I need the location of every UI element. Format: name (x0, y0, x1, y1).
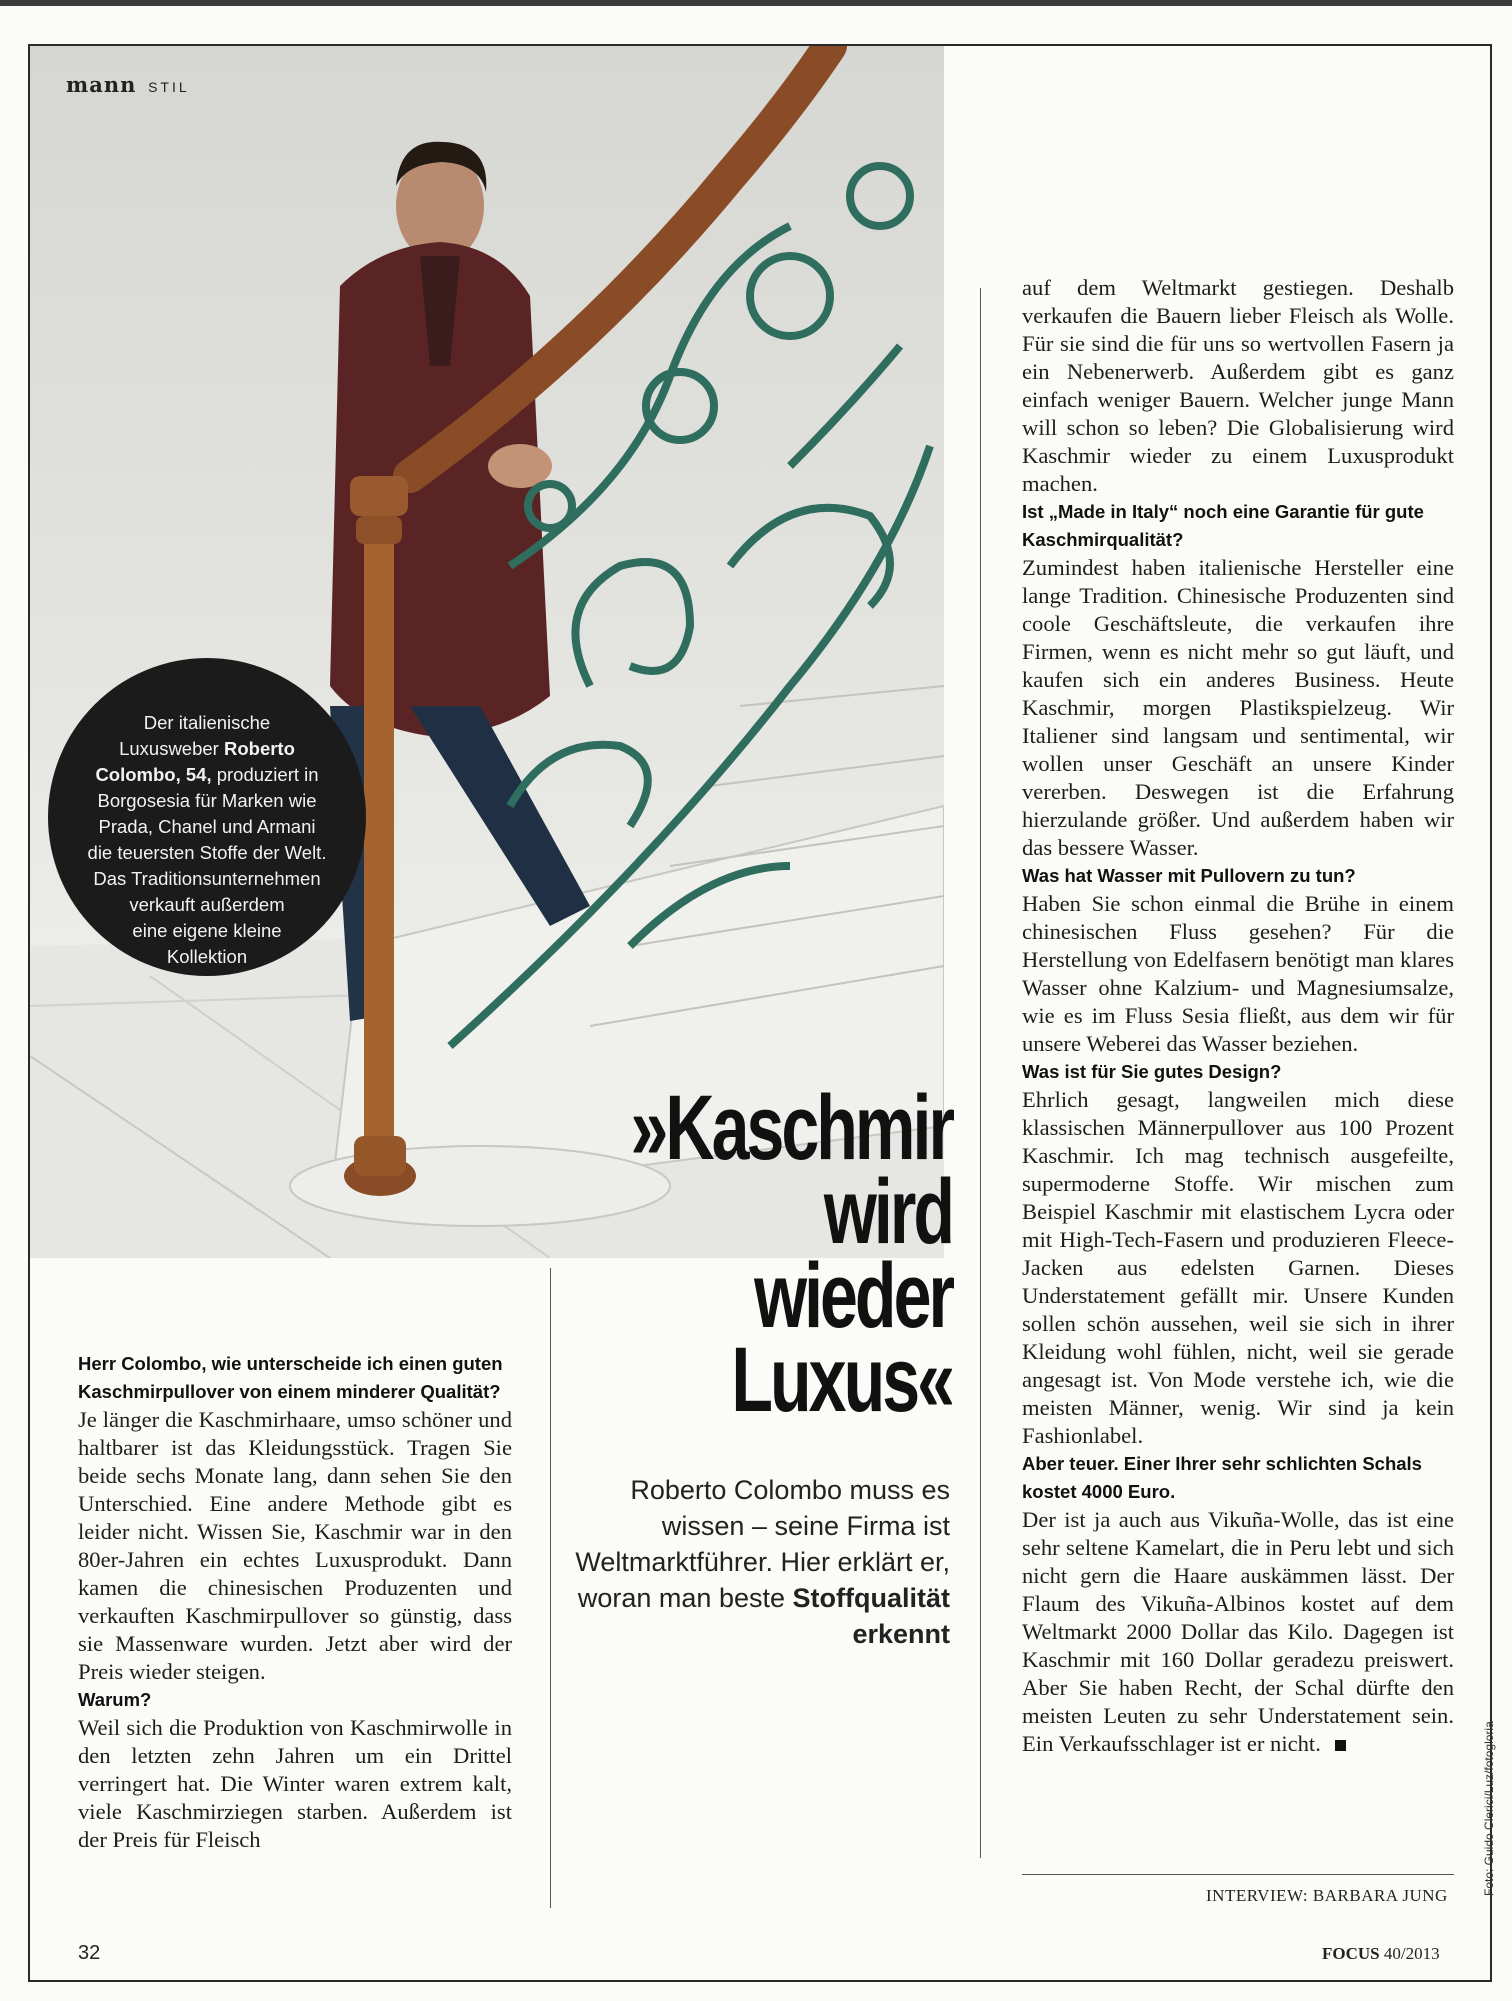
headline-line-4: Luxus« (731, 1329, 952, 1431)
interview-question: Ist „Made in Italy“ noch eine Garantie für gute Kaschmirqualität? (1022, 501, 1424, 550)
interview-answer: Der ist ja auch aus Vikuña-Wolle, das ist eine sehr seltene Kamelart, die in Peru lebt und sich nicht gern die Haare auskämmen lässt. Der Flaum des Vikuña-Albinos kostet auf dem Weltmarkt 2000 Dollar das Kilo. Dagegen ist Kaschmir mit 160 Dollar geradezu preiswert. Aber Sie haben Recht, der Schal dürfte den meisten Leuten zu sehr Understatement sein. Ein Verkaufsschlager ist er nicht. (1022, 1507, 1454, 1756)
interview-answer: Zumindest haben italienische Hersteller eine lange Tradition. Chinesische Produzenten sind coole Geschäftsleute, die verkaufen ihre Firmen, wenn es nicht mehr so gut läuft, und kaufen sich ein anderes Business. Heute Kaschmir, morgen Plastikspielzeug. Wir Italiener sind langsam und sentimental, wir wollen unser Geschäft an unsere Kinder vererben. Deswegen ist die Erfahrung hierzulande größer. Und außerdem haben wir das bessere Wasser. (1022, 555, 1454, 860)
magazine-name: FOCUS (1322, 1944, 1380, 1963)
article-column-1 (78, 1350, 512, 1854)
credit-rule (1022, 1874, 1454, 1875)
caption-line: Der italienische (143, 712, 271, 733)
interview-question: Herr Colombo, wie unterscheide ich einen guten Kaschmirpullover von einem minderer Qualität? (78, 1353, 503, 1402)
caption-line: Prada, Chanel und Armani (98, 816, 316, 837)
headline-line-2: wird (823, 1161, 952, 1263)
interview-answer: Haben Sie schon einmal die Brühe in einem chinesischen Fluss gesehen? Für die Herstellung von Edelfasern benötigt man klares Wasser ohne Kalzium- und Magnesiumsalze, wie es im Fluss Sesia fließt, aus dem wir für unsere Weberei das Wasser beziehen. (1022, 891, 1454, 1056)
column-rule (980, 288, 981, 1858)
caption-line: Colombo, 54, produziert in (95, 764, 319, 785)
photo-credit: Foto: Guido Clerici/Luz/fotogloria (1482, 1721, 1496, 1896)
issue-number: 40/2013 (1383, 1944, 1440, 1963)
interview-answer: Weil sich die Produktion von Kaschmirwolle in den letzten zehn Jahren um ein Drittel verringert hat. Die Winter waren extrem kalt, viele Kaschmirziegen starben. Außerdem ist der Preis für Fleisch (78, 1715, 512, 1852)
interview-question: Aber teuer. Einer Ihrer sehr schlichten Schals kostet 4000 Euro. (1022, 1453, 1422, 1502)
caption-line: die teuersten Stoffe der Welt. (87, 842, 327, 863)
deck (570, 1472, 950, 1652)
caption-line: Das Traditionsunternehmen (93, 868, 321, 889)
caption-line: Luxusweber Roberto (119, 738, 295, 759)
section-label (66, 72, 190, 97)
deck-text: Roberto Colombo muss es wissen – seine Firma ist Weltmarktführer. Hier erklärt er, woran man beste (575, 1475, 950, 1613)
section-stil: STIL (148, 79, 190, 95)
interview-answer: Je länger die Kaschmirhaare, umso schöner und haltbarer ist das Kleidungsstück. Tragen Sie beide sechs Monate lang, dann sehen Sie den Unterschied. Eine andere Methode gibt es leider nicht. Wissen Sie, Kaschmir war in den 80er-Jahren ein echtes Luxusprodukt. Dann kamen die chinesischen Produzenten und verkauften Kaschmirpullover so günstig, dass sie Massenware wurden. Jetzt aber wird der Preis wieder steigen. (78, 1407, 512, 1684)
headline-line-3: wieder (754, 1245, 952, 1347)
caption-line: Borgosesia für Marken wie (97, 790, 317, 811)
interview-credit: INTERVIEW: BARBARA JUNG (1206, 1886, 1448, 1905)
issue-label (1322, 1944, 1440, 1964)
interview-answer: Ehrlich gesagt, langweilen mich diese klassischen Männerpullover aus 100 Prozent Kaschmir. Ich mag technisch ausgefeilte, supermoderne Stoffe. Wir mischen zum Beispiel Kaschmir mit elastischem Lycra oder mit High-Tech-Fasern und produzieren Fleece-Jacken aus edelsten Garnen. Dieses Understatement gefällt mir. Unsere Kunden sollen schön aussehen, weil sie sich in ihrer Kleidung wohl fühlen, nicht, weil sie gerade angesagt ist. Von Mode verstehe ich, wie die meisten Männer, wenig. Wir sind ja kein Fashionlabel. (1022, 1087, 1454, 1448)
photo-caption (48, 658, 366, 976)
top-rule (0, 0, 1512, 6)
caption-line: eine eigene kleine (132, 920, 282, 941)
interview-question: Was ist für Sie gutes Design? (1022, 1061, 1282, 1082)
end-mark-icon (1335, 1740, 1346, 1751)
interview-question: Was hat Wasser mit Pullovern zu tun? (1022, 865, 1356, 886)
article-column-2 (1022, 274, 1454, 1758)
interview-answer: auf dem Weltmarkt gestiegen. Deshalb verkaufen die Bauern lieber Fleisch als Wolle. Für sie sind die für uns so wertvollen Fasern ja ein Nebenerwerb. Außerdem gibt es ganz einfach weniger Bauern. Welcher junge Mann will schon so leben? Die Globalisierung wird Kaschmir wieder zu einem Luxusprodukt machen. (1022, 275, 1454, 496)
section-mann: mann (66, 72, 137, 97)
caption-line: verkauft außerdem (129, 894, 285, 915)
headline (508, 1077, 952, 1431)
interview-question: Warum? (78, 1689, 152, 1710)
page-number: 32 (78, 1942, 101, 1964)
column-rule (550, 1268, 551, 1908)
caption-line: Kollektion (166, 946, 248, 967)
headline-line-1: »Kaschmir (630, 1077, 952, 1179)
deck-bold: Stoffqualität erkennt (792, 1583, 950, 1649)
